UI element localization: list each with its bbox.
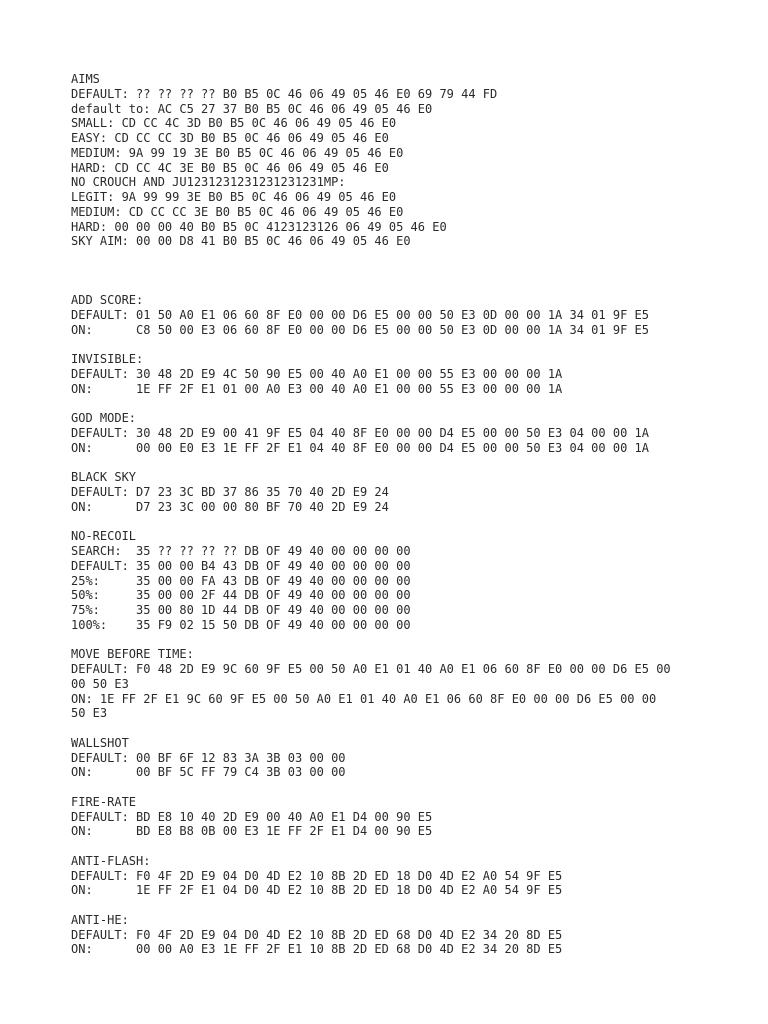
text-line: DEFAULT: 35 00 00 B4 43 DB OF 49 40 00 00 00 00 [71,558,411,573]
text-line: 100%: 35 F9 02 15 50 DB OF 49 40 00 00 00 00 [71,617,411,632]
text-line: MEDIUM: CD CC CC 3E B0 B5 0C 46 06 49 05 46 E0 [71,204,404,219]
text-section [71,736,711,780]
section-heading-line: NO-RECOIL [71,529,137,544]
text-line: ON: 1E FF 2F E1 01 00 A0 E3 00 40 A0 E1 00 00 55 E3 00 00 00 1A [71,381,563,396]
text-line: DEFAULT: 30 48 2D E9 4C 50 90 E5 00 40 A0 E1 00 00 55 E3 00 00 00 1A [71,367,563,381]
section-heading-line: ANTI-HE: [71,912,129,927]
section-heading-line: MOVE BEFORE TIME: [71,647,194,662]
text-line: DEFAULT: 30 48 2D E9 00 41 9F E5 04 40 8F E0 00 00 D4 E5 00 00 50 E3 04 00 00 1A [71,426,649,440]
blank-line [71,397,711,412]
section-heading-line [71,264,711,279]
text-section [71,854,711,898]
text-line: MEDIUM: 9A 99 19 3E B0 B5 0C 46 06 49 05 46 E0 [71,145,404,160]
text-line: LEGIT: 9A 99 99 3E B0 B5 0C 46 06 49 05 46 E0 [71,190,397,204]
text-line: SMALL: CD CC 4C 3D B0 B5 0C 46 06 49 05 46 E0 [71,116,397,131]
text-line: NO CROUCH AND JU1231231231231231231MP: [71,175,346,190]
blank-line [71,279,711,294]
text-line: DEFAULT: ?? ?? ?? ?? B0 B5 0C 46 06 49 05 46 E0 69 79 44 FD [71,86,498,101]
text-section [71,72,711,249]
text-line: 25%: 35 00 00 FA 43 DB OF 49 40 00 00 00 00 [71,573,411,588]
section-heading-line: GOD MODE: [71,411,137,426]
blank-line [71,721,711,736]
section-heading-line: FIRE-RATE [71,794,137,809]
text-line: DEFAULT: F0 4F 2D E9 04 D0 4D E2 10 8B 2D ED 68 D0 4D E2 34 20 8D E5 [71,927,563,942]
text-section [71,264,711,279]
text-line: ON: BD E8 B8 0B 00 E3 1E FF 2F E1 D4 00 90 E5 [71,824,433,839]
text-line: 00 50 E3 [71,676,129,691]
blank-line [71,839,711,854]
blank-line [71,780,711,795]
text-line: DEFAULT: BD E8 10 40 2D E9 00 40 A0 E1 D4 00 90 E5 [71,809,433,824]
text-section [71,352,711,396]
blank-line [71,249,711,264]
text-line: SEARCH: 35 ?? ?? ?? ?? DB OF 49 40 00 00 00 00 [71,544,411,558]
text-line: ON: 00 00 A0 E3 1E FF 2F E1 10 8B 2D ED 68 D0 4D E2 34 20 8D E5 [71,942,563,957]
text-line: 75%: 35 00 80 1D 44 DB OF 49 40 00 00 00 00 [71,603,411,617]
text-section [71,470,711,514]
text-section [71,411,711,455]
text-section [71,647,711,721]
blank-line [71,515,711,530]
section-heading-line: ADD SCORE: [71,293,144,308]
section-heading-line: AIMS [71,72,100,86]
text-line: ON: 00 00 E0 E3 1E FF 2F E1 04 40 8F E0 00 00 D4 E5 00 00 50 E3 04 00 00 1A [71,440,649,455]
text-section [71,293,711,337]
text-line: default to: AC C5 27 37 B0 B5 0C 46 06 49 05 46 E0 [71,101,433,116]
text-line: ON: 1E FF 2F E1 9C 60 9F E5 00 50 A0 E1 01 40 A0 E1 06 60 8F E0 00 00 D6 E5 00 00 [71,691,657,706]
text-line: ON: D7 23 3C 00 00 80 BF 70 40 2D E9 24 [71,499,389,514]
text-line: 50%: 35 00 00 2F 44 DB OF 49 40 00 00 00 00 [71,588,411,603]
section-heading-line: ANTI-FLASH: [71,853,151,868]
text-line: DEFAULT: D7 23 3C BD 37 86 35 70 40 2D E9 24 [71,485,389,499]
text-section [71,913,711,957]
text-line: DEFAULT: F0 4F 2D E9 04 D0 4D E2 10 8B 2D ED 18 D0 4D E2 A0 54 9F E5 [71,868,563,883]
section-heading-line: WALLSHOT [71,735,129,750]
text-line: DEFAULT: F0 48 2D E9 9C 60 9F E5 00 50 A0 E1 01 40 A0 E1 06 60 8F E0 00 00 D6 E5 00 [71,662,671,676]
text-section [71,529,711,632]
text-section [71,795,711,839]
text-line: HARD: CD CC 4C 3E B0 B5 0C 46 06 49 05 46 E0 [71,160,389,175]
text-line: ON: 1E FF 2F E1 04 D0 4D E2 10 8B 2D ED 18 D0 4D E2 A0 54 9F E5 [71,883,563,898]
text-line: ON: 00 BF 5C FF 79 C4 3B 03 00 00 [71,765,346,780]
text-line: SKY AIM: 00 00 D8 41 B0 B5 0C 46 06 49 05 46 E0 [71,234,411,249]
text-line: EASY: CD CC CC 3D B0 B5 0C 46 06 49 05 46 E0 [71,131,389,145]
document-body [71,72,711,957]
section-heading-line: BLACK SKY [71,470,137,485]
blank-line [71,338,711,353]
text-line: 50 E3 [71,706,108,721]
blank-line [71,633,711,648]
text-line: HARD: 00 00 00 40 B0 B5 0C 4123123126 06 49 05 46 E0 [71,219,447,234]
blank-line [71,898,711,913]
section-heading-line: INVISIBLE: [71,352,144,367]
text-line: ON: C8 50 00 E3 06 60 8F E0 00 00 D6 E5 00 00 50 E3 0D 00 00 1A 34 01 9F E5 [71,322,649,337]
text-line: DEFAULT: 00 BF 6F 12 83 3A 3B 03 00 00 [71,750,346,765]
text-line: DEFAULT: 01 50 A0 E1 06 60 8F E0 00 00 D6 E5 00 00 50 E3 0D 00 00 1A 34 01 9F E5 [71,308,649,322]
blank-line [71,456,711,471]
